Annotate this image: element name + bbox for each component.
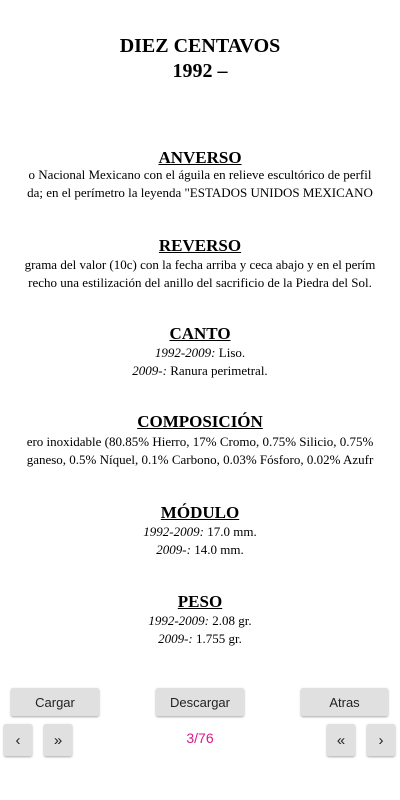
peso-row-1-value: 2.08 gr. xyxy=(212,613,252,628)
load-button[interactable]: Cargar xyxy=(11,688,99,716)
modulo-row-1-value: 17.0 mm. xyxy=(207,524,257,539)
page-counter: 3/76 xyxy=(186,730,214,746)
modulo-row-2-value: 14.0 mm. xyxy=(194,542,244,557)
peso-row-2-label: 2009-: xyxy=(158,631,193,646)
canto-row-1-value: Liso. xyxy=(218,345,246,360)
modulo-row-2 xyxy=(156,542,243,558)
modulo-row-1 xyxy=(143,524,256,540)
section-heading-peso: PESO xyxy=(177,592,223,611)
canto-row-2-label: 2009-: xyxy=(132,363,167,378)
first-page-button[interactable]: « xyxy=(327,724,355,756)
doc-title: DIEZ CENTAVOS xyxy=(119,35,281,57)
canto-row-2-value: Ranura perimetral. xyxy=(170,363,268,378)
anverso-line-1: o Nacional Mexicano con el águila en relieve escultórico de perfil xyxy=(28,167,372,182)
canto-row-1-label: 1992-2009: xyxy=(154,345,216,360)
composicion-line-2: ganeso, 0.5% Níquel, 0.1% Carbono, 0.03% Fósforo, 0.02% Azufr xyxy=(26,452,374,467)
reverso-line-1: grama del valor (10c) con la fecha arriba y ceca abajo y en el perím xyxy=(24,257,376,272)
canto-row-2 xyxy=(132,363,267,379)
section-heading-anverso: ANVERSO xyxy=(158,148,242,167)
composicion-line-1: ero inoxidable (80.85% Hierro, 17% Cromo, 0.75% Silicio, 0.75% xyxy=(26,434,374,449)
next-page-button[interactable]: » xyxy=(44,724,72,756)
download-button[interactable]: Descargar xyxy=(156,688,244,716)
peso-row-1 xyxy=(148,613,251,629)
section-heading-reverso: REVERSO xyxy=(158,236,242,255)
reverso-line-2: recho una estilización del anillo del sacrificio de la Piedra del Sol. xyxy=(28,275,372,290)
doc-year: 1992 – xyxy=(172,60,228,82)
peso-row-2 xyxy=(158,631,242,647)
modulo-row-1-label: 1992-2009: xyxy=(143,524,204,539)
peso-row-2-value: 1.755 gr. xyxy=(196,631,242,646)
modulo-row-2-label: 2009-: xyxy=(156,542,191,557)
section-heading-canto: CANTO xyxy=(169,324,231,343)
peso-row-1-label: 1992-2009: xyxy=(148,613,210,628)
prev-page-button[interactable]: ‹ xyxy=(4,724,32,756)
back-button[interactable]: Atras xyxy=(301,688,388,716)
section-heading-composicion: COMPOSICIÓN xyxy=(137,412,263,431)
section-heading-modulo: MÓDULO xyxy=(160,503,240,522)
anverso-line-2: da; en el perímetro la leyenda "ESTADOS UNIDOS MEXICANO xyxy=(27,185,373,200)
last-page-button[interactable]: › xyxy=(367,724,395,756)
canto-row-1 xyxy=(155,345,245,361)
